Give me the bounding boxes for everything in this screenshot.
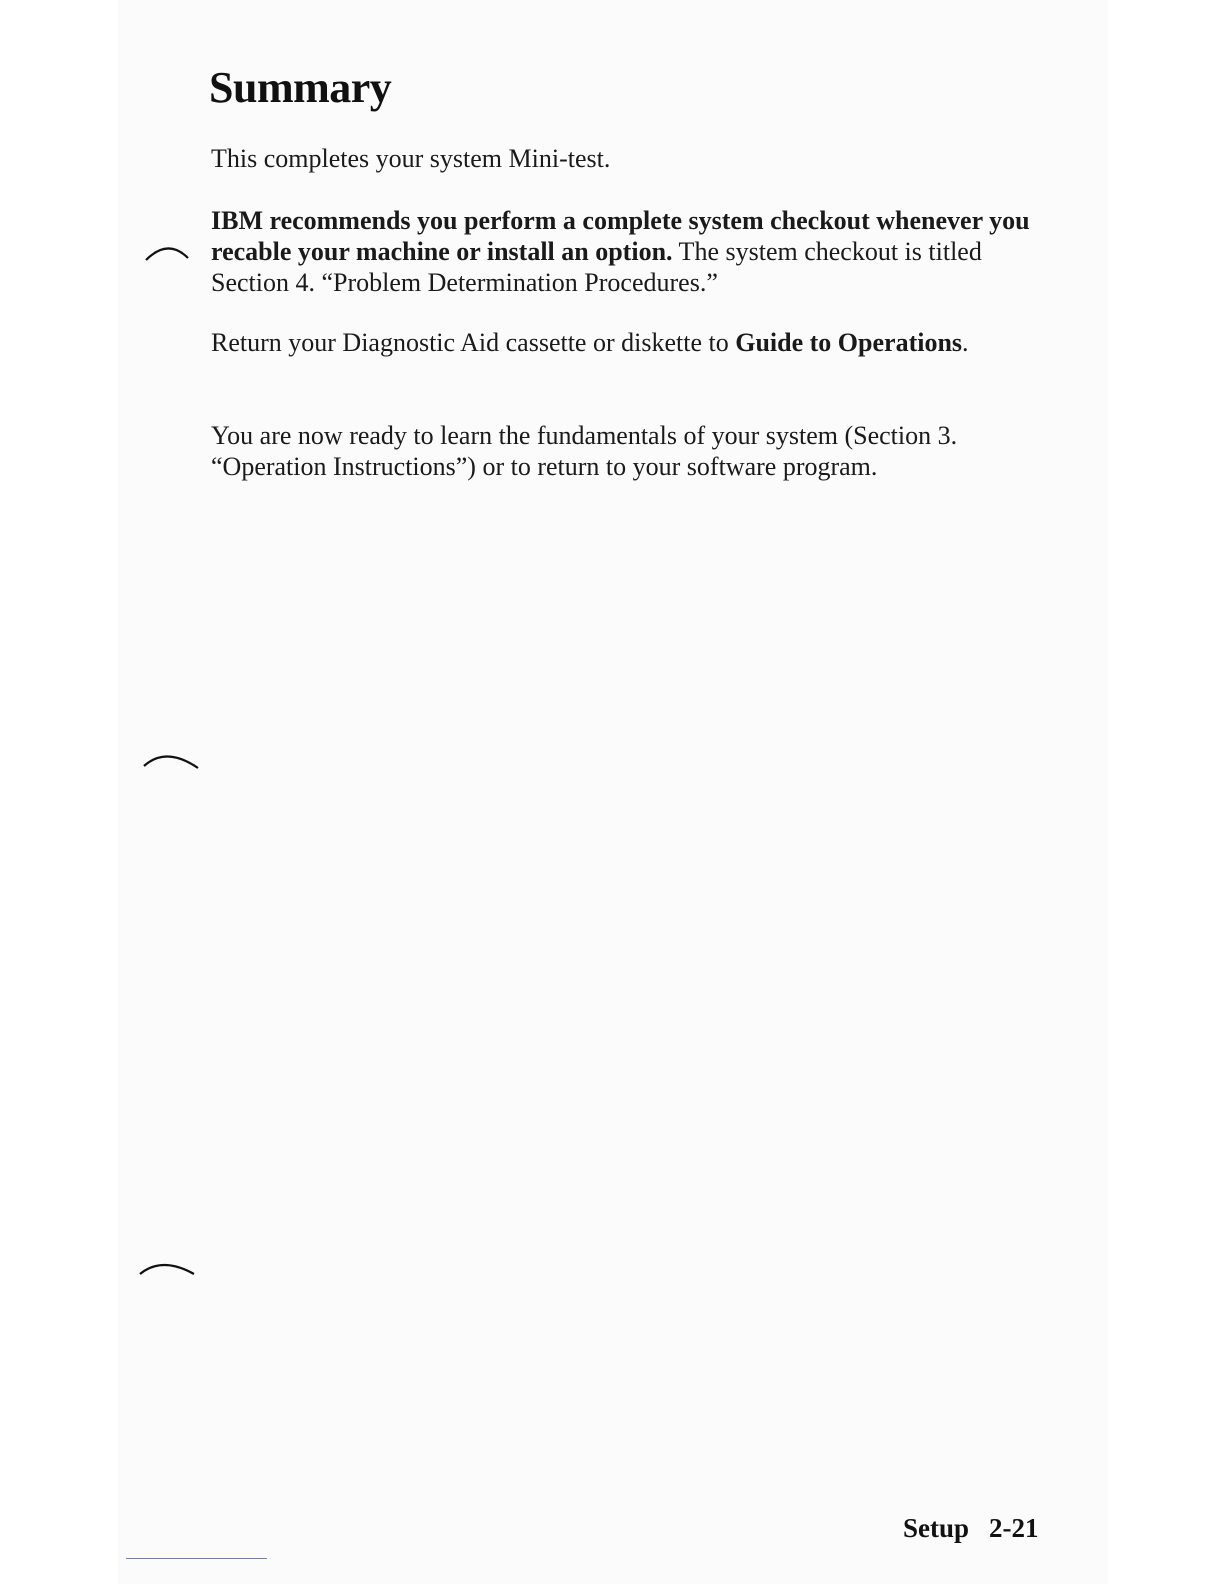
return-aid-text: Return your Diagnostic Aid cassette or diskette to	[211, 328, 736, 357]
page-heading: Summary	[209, 63, 392, 112]
paragraph-checkout-recommendation	[211, 205, 1051, 298]
footer-section: Setup	[903, 1513, 970, 1543]
return-aid-end: .	[962, 328, 969, 357]
guide-to-operations-text: Guide to Operations	[735, 328, 963, 357]
page-footer	[903, 1513, 1039, 1544]
scan-edge-line	[126, 1558, 267, 1559]
recommendation-bold-text: IBM recommends you perform a complete system checkout whenever you recable your machine or install an option.	[211, 206, 1030, 266]
binder-hole-mark-icon	[140, 236, 204, 266]
paragraph-return-aid	[211, 327, 1051, 358]
recommendation-text: The system checkout is titled Section 4. “Problem Determination Procedures.”	[211, 237, 982, 297]
binder-hole-mark-icon	[136, 1252, 200, 1282]
footer-page-number: 2-21	[989, 1513, 1039, 1543]
paragraph-minitest-complete: This completes your system Mini-test.	[211, 144, 611, 173]
paragraph-next-steps: You are now ready to learn the fundamentals of your system (Section 3. “Operation Instructions”) or to return to your software program.	[211, 421, 958, 481]
binder-hole-mark-icon	[140, 744, 204, 774]
